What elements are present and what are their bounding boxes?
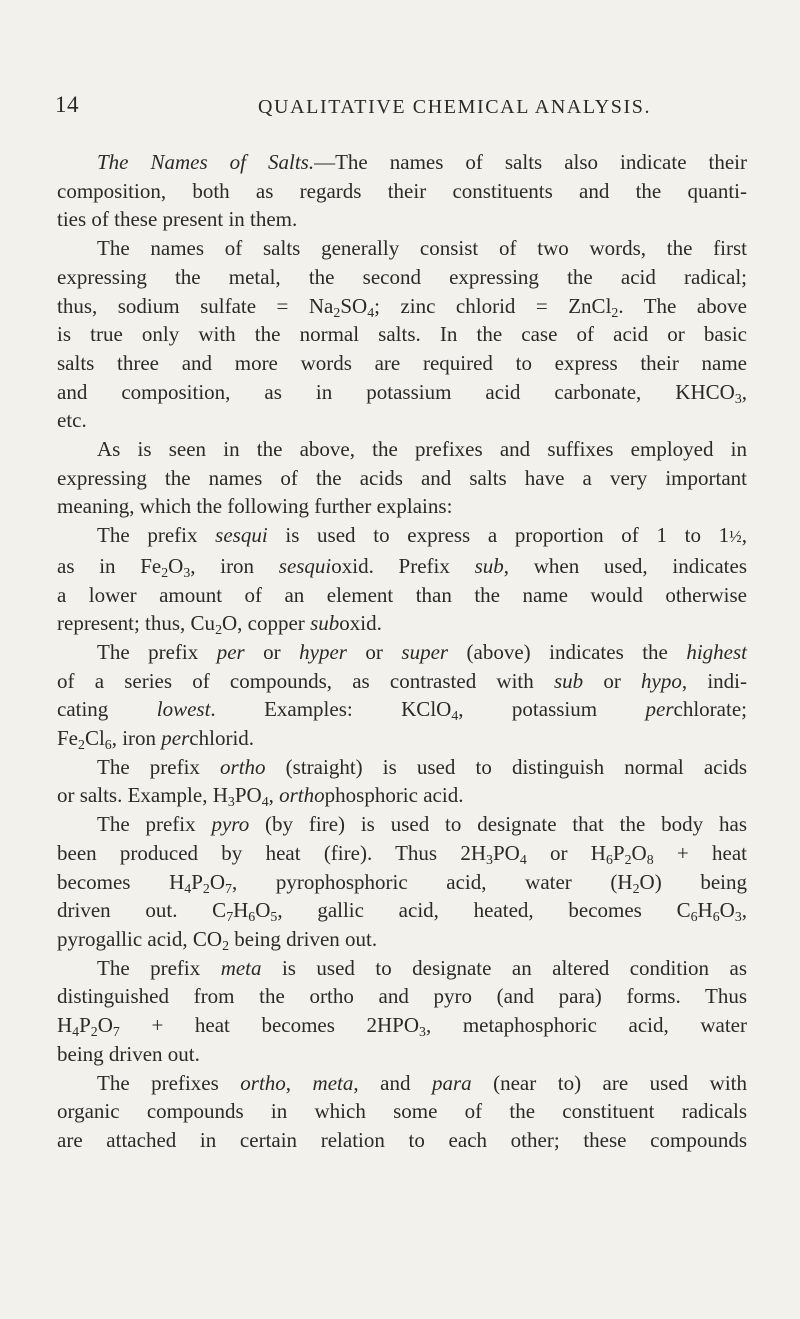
text-span: ; zinc chlorid = (374, 293, 569, 318)
subscript: 4 (261, 794, 269, 810)
formula: PO (492, 840, 520, 865)
italic-term: sub (553, 668, 584, 693)
formula: H (57, 1013, 73, 1038)
subscript: 6 (690, 909, 698, 925)
text-span: expressing the metal, the second expressing the acid radical; (57, 264, 747, 289)
text-line (57, 292, 747, 321)
text-span: , (285, 1070, 313, 1095)
text-line (57, 205, 747, 234)
formula: O (719, 898, 735, 923)
text-span: driven out. (57, 898, 213, 923)
formula: Fe (140, 553, 162, 578)
text-line (57, 1040, 747, 1069)
text-span: The prefixes (97, 1070, 241, 1095)
text-span: is used to designate an altered condition as (261, 955, 747, 980)
text-span: The prefix (97, 754, 221, 779)
formula: H (470, 840, 487, 865)
italic-term: super (401, 639, 449, 664)
subscript: 6 (712, 909, 720, 925)
subscript: 8 (646, 851, 654, 867)
formula: SO (340, 293, 368, 318)
formula: PO (234, 783, 262, 808)
text-line (57, 1069, 747, 1098)
text-span: O, copper (222, 611, 311, 636)
text-line (57, 724, 747, 753)
text-span: oxid. Prefix (331, 553, 475, 578)
text-span: or (583, 668, 642, 693)
text-span: or (526, 840, 591, 865)
fraction: ½ (729, 527, 742, 547)
text-span: is true only with the normal salts. In the case of acid or basic (57, 322, 747, 347)
text-span: as in (57, 553, 141, 578)
text-span: are attached in certain relation to each other; these compounds (57, 1127, 747, 1152)
subscript: 4 (72, 1023, 80, 1039)
text-span: —The names of salts also indicate their (314, 150, 747, 174)
italic-term: sub (310, 611, 340, 636)
italic-term: sesqui (278, 553, 332, 578)
text-span: ties of these present in them. (57, 207, 298, 232)
text-span: , (741, 379, 747, 404)
subscript: 3 (183, 564, 191, 580)
text-line (57, 320, 747, 349)
italic-term: lowest (156, 697, 211, 722)
text-span: chlorid. (189, 726, 255, 751)
text-span: thus, sodium sulfate = (57, 293, 309, 318)
text-span: , iron (111, 726, 162, 751)
italic-term: highest (686, 639, 747, 664)
text-span: or salts. Example, (57, 783, 213, 808)
subscript: 4 (451, 708, 459, 724)
text-span: is used to express a proportion of 1 to 1 (267, 523, 730, 548)
formula: H (617, 869, 633, 894)
text-line (57, 982, 747, 1011)
text-line (57, 638, 747, 667)
text-line (57, 148, 747, 177)
paragraph-pyro (57, 810, 747, 954)
formula: HPO (377, 1013, 420, 1038)
subscript: 3 (419, 1023, 426, 1039)
subscript: 3 (734, 909, 742, 925)
text-line (57, 552, 747, 581)
italic-term: ortho (240, 1070, 286, 1095)
text-span: and composition, as in potassium acid carbonate, (57, 379, 676, 404)
text-span: The prefix (97, 812, 212, 837)
italic-term: meta (220, 955, 262, 980)
running-head: QUALITATIVE CHEMICAL ANALYSIS. (258, 96, 652, 118)
text-line (57, 349, 747, 378)
text-span: , indi- (681, 668, 747, 693)
text-line (57, 925, 747, 954)
text-line (57, 492, 747, 521)
text-span: or (346, 639, 402, 664)
italic-term: hypo (641, 668, 682, 693)
formula: KHCO (675, 379, 735, 404)
formula: O (209, 869, 226, 894)
subscript: 2 (624, 851, 632, 867)
text-line (57, 667, 747, 696)
text-span: , when used, indicates (503, 553, 747, 578)
text-span: . The above (618, 293, 747, 318)
text-line (57, 177, 747, 206)
formula: C (676, 898, 691, 923)
text-line (57, 1126, 747, 1155)
italic-term: para (431, 1070, 472, 1095)
formula: Cl (84, 726, 105, 751)
text-span: The prefix (97, 523, 216, 548)
text-span: distinguished from the ortho and pyro (and para) forms. Thus (57, 984, 747, 1009)
subscript: 2 (161, 564, 169, 580)
text-span: a lower amount of an element than the name would otherwise (57, 582, 747, 607)
paragraph-sesqui (57, 521, 747, 638)
text-span: salts three and more words are required to express their name (57, 350, 747, 375)
formula: P (191, 869, 203, 894)
paragraph-meta (57, 954, 747, 1069)
text-line (57, 1097, 747, 1126)
subscript: 2 (632, 880, 640, 896)
text-span: , (268, 783, 280, 808)
formula: O (97, 1013, 113, 1038)
text-line (57, 406, 747, 435)
subscript: 2 (611, 304, 619, 320)
italic-term: per (161, 726, 190, 751)
text-line (57, 781, 747, 810)
italic-term: sesqui (215, 523, 268, 548)
formula: Na (308, 293, 334, 318)
text-line (57, 753, 747, 782)
paragraph-prefixes-suffixes (57, 435, 747, 521)
text-span: . Examples: (210, 697, 402, 722)
subscript: 3 (227, 794, 235, 810)
formula: H (212, 783, 228, 808)
text-line (57, 521, 747, 552)
formula: O (631, 840, 647, 865)
text-span: The prefix (97, 955, 221, 980)
text-span: , metaphosphoric acid, water (425, 1013, 747, 1038)
formula: H (590, 840, 606, 865)
text-span: represent; thus, (57, 611, 191, 636)
subscript: 4 (184, 880, 192, 896)
subscript: 2 (90, 1023, 98, 1039)
italic-term: sub (474, 553, 504, 578)
text-line (57, 581, 747, 610)
paragraph-per-hyper (57, 638, 747, 753)
text-span: (by fire) is used to designate that the body has (249, 812, 748, 837)
text-span: or (244, 639, 300, 664)
subscript: 2 (222, 937, 229, 953)
italic-term: hyper (299, 639, 347, 664)
formula: O (255, 898, 271, 923)
subscript: 5 (270, 909, 278, 925)
subscript: 6 (104, 736, 112, 752)
paragraph-ortho (57, 753, 747, 810)
formula: ZnCl (568, 293, 612, 318)
formula: H (697, 898, 713, 923)
text-span: The prefix (97, 639, 217, 664)
text-line (57, 1011, 747, 1040)
section-heading: The Names of Salts. (97, 150, 315, 174)
italic-term: ortho (220, 754, 266, 779)
text-line (57, 378, 747, 407)
page-header (0, 92, 800, 132)
formula: Cu (190, 611, 216, 636)
text-span: meaning, which the following further explains: (57, 494, 453, 519)
italic-term: meta (312, 1070, 354, 1095)
subscript: 3 (734, 390, 742, 406)
text-span: being driven out. (229, 926, 378, 951)
subscript: 2 (333, 304, 341, 320)
italic-term: per (645, 697, 674, 722)
text-line (57, 695, 747, 724)
text-span: (above) indicates the (448, 639, 687, 664)
text-span: + heat (653, 840, 747, 865)
text-span: (straight) is used to distinguish normal acids (265, 754, 747, 779)
text-span: organic compounds in which some of the constituent radicals (57, 1099, 747, 1124)
formula: H (169, 869, 185, 894)
italic-term: per (216, 639, 245, 664)
text-line (57, 609, 747, 638)
subscript: 4 (519, 851, 527, 867)
subscript: 2 (215, 622, 222, 638)
text-span: of a series of compounds, as contrasted with (57, 668, 554, 693)
text-span: , (741, 523, 747, 548)
text-span: , and (353, 1070, 432, 1095)
text-line (57, 464, 747, 493)
paragraph-two-words (57, 234, 747, 435)
text-line (57, 839, 747, 868)
text-span: , pyrophosphoric acid, water ( (231, 869, 618, 894)
formula: O (168, 553, 184, 578)
subscript: 6 (248, 909, 256, 925)
text-span: + heat becomes 2 (119, 1013, 378, 1038)
formula: CO (192, 926, 223, 951)
paragraph-names-of-salts (57, 148, 747, 234)
text-span: As is seen in the above, the prefixes and suffixes employed in (97, 437, 747, 462)
text-span: oxid. (339, 611, 382, 636)
subscript: 7 (225, 880, 232, 896)
text-span: O) being (639, 869, 747, 894)
text-span: cating (57, 697, 157, 722)
formula: H (233, 898, 249, 923)
subscript: 7 (226, 909, 234, 925)
italic-term: ortho (279, 783, 325, 808)
subscript: 7 (112, 1023, 120, 1039)
text-span: been produced by heat (fire). Thus 2 (57, 840, 471, 865)
text-line (57, 868, 747, 897)
italic-term: pyro (211, 812, 250, 837)
formula: KClO (401, 697, 452, 722)
text-line (57, 435, 747, 464)
text-span: composition, both as regards their constituents and the quanti- (57, 178, 747, 203)
page-number: 14 (55, 92, 79, 117)
text-span: , iron (190, 553, 279, 578)
text-line (57, 234, 747, 263)
text-line (57, 954, 747, 983)
text-span: (near to) are used with (471, 1070, 748, 1095)
text-line (57, 263, 747, 292)
text-span: chlorate; (673, 697, 747, 722)
body-text (57, 148, 747, 1155)
subscript: 4 (367, 304, 375, 320)
paragraph-ortho-meta-para (57, 1069, 747, 1155)
text-span: , gallic acid, heated, becomes (277, 898, 677, 923)
formula: P (79, 1013, 91, 1038)
text-span: , (741, 898, 747, 923)
text-span: becomes (57, 869, 170, 894)
formula: P (612, 840, 625, 865)
subscript: 3 (486, 851, 493, 867)
text-span: expressing the names of the acids and salts have a very important (57, 465, 747, 490)
formula: C (212, 898, 227, 923)
subscript: 2 (78, 736, 85, 752)
subscript: 2 (202, 880, 210, 896)
formula: Fe (57, 726, 78, 751)
text-span: phosphoric acid. (324, 783, 464, 808)
text-span: being driven out. (57, 1041, 200, 1066)
subscript: 6 (605, 851, 613, 867)
text-span: etc. (57, 408, 87, 433)
text-line (57, 810, 747, 839)
text-span: The names of salts generally consist of two words, the first (97, 236, 747, 261)
text-span: pyrogallic acid, (57, 926, 193, 951)
text-span: , potassium (458, 697, 646, 722)
text-line (57, 896, 747, 925)
